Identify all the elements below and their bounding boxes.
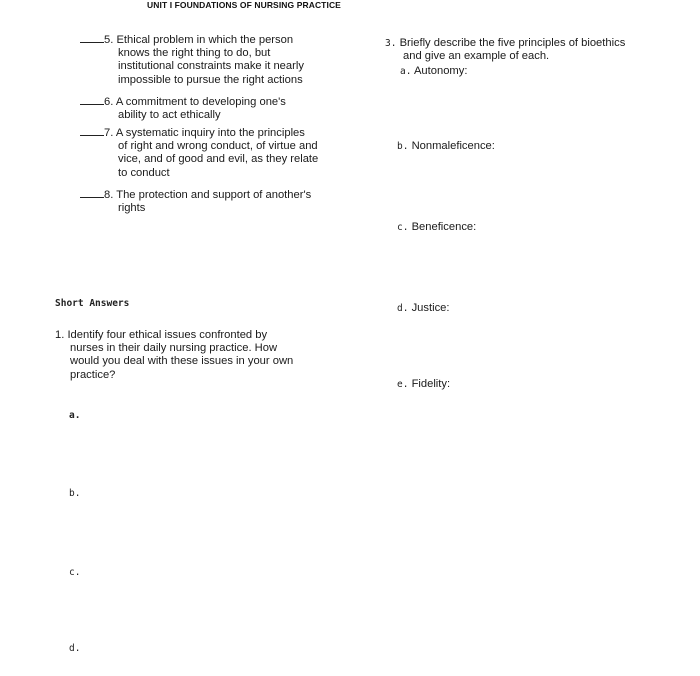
answer-part-c: c.	[69, 567, 81, 578]
principle-fidelity: Fidelity:	[411, 378, 451, 390]
item-number: 6.	[104, 96, 114, 108]
answer-part-a: a.	[69, 410, 81, 421]
principle-autonomy: Autonomy:	[413, 65, 468, 78]
question-1	[55, 329, 293, 382]
principle-justice: Justice:	[411, 302, 450, 314]
running-header: UNIT I FOUNDATIONS OF NURSING PRACTICE	[147, 0, 341, 10]
question-line: Briefly describe the five principles of bioethics	[399, 37, 626, 49]
item-line: rights	[118, 202, 146, 215]
question-line: nurses in their daily nursing practice. How	[70, 342, 278, 355]
question-line: practice?	[70, 368, 116, 381]
matching-item-6	[80, 95, 286, 122]
answer-blank[interactable]	[80, 33, 104, 43]
matching-item-8	[80, 188, 311, 215]
principle-beneficence: Beneficence:	[411, 221, 477, 233]
principle-beneficence-row	[397, 221, 476, 233]
principle-nonmaleficence-row	[397, 140, 495, 152]
principle-justice-row	[397, 302, 450, 314]
principle-nonmaleficence: Nonmaleficence:	[411, 140, 495, 152]
part-letter: e.	[397, 379, 409, 390]
part-letter: d.	[397, 303, 409, 314]
answer-blank[interactable]	[80, 95, 104, 105]
part-letter: c.	[397, 222, 409, 233]
matching-item-5	[80, 33, 304, 87]
item-number: 7.	[104, 127, 114, 139]
item-line: A commitment to developing one's	[115, 96, 286, 108]
answer-blank[interactable]	[80, 188, 104, 198]
item-line: of right and wrong conduct, of virtue and	[118, 140, 318, 153]
item-line: Ethical problem in which the person	[116, 34, 294, 46]
matching-item-7	[80, 126, 318, 180]
item-line: impossible to pursue the right actions	[118, 73, 303, 86]
item-line: knows the right thing to do, but	[118, 47, 271, 60]
part-letter: b.	[397, 141, 409, 152]
item-line: The protection and support of another's	[116, 189, 312, 201]
item-number: 5.	[104, 34, 114, 46]
question-number: 1.	[55, 329, 65, 341]
item-line: ability to act ethically	[118, 109, 221, 122]
item-line: to conduct	[118, 166, 170, 179]
item-line: institutional constraints make it nearly	[118, 60, 304, 73]
answer-part-d: d.	[69, 643, 81, 654]
answer-part-b: b.	[69, 488, 81, 499]
principle-fidelity-row	[397, 378, 450, 390]
question-line: and give an example of each.	[403, 50, 550, 63]
question-number: 3.	[385, 38, 397, 49]
item-line: A systematic inquiry into the principles	[115, 127, 305, 139]
question-line: Identify four ethical issues confronted by	[67, 329, 268, 341]
part-letter: a.	[400, 66, 412, 78]
item-number: 8.	[104, 189, 114, 201]
question-line: would you deal with these issues in your own	[70, 355, 294, 368]
question-3	[385, 37, 625, 79]
section-heading: Short Answers	[55, 298, 130, 309]
answer-blank[interactable]	[80, 126, 104, 136]
item-line: vice, and of good and evil, as they relate	[118, 153, 319, 166]
